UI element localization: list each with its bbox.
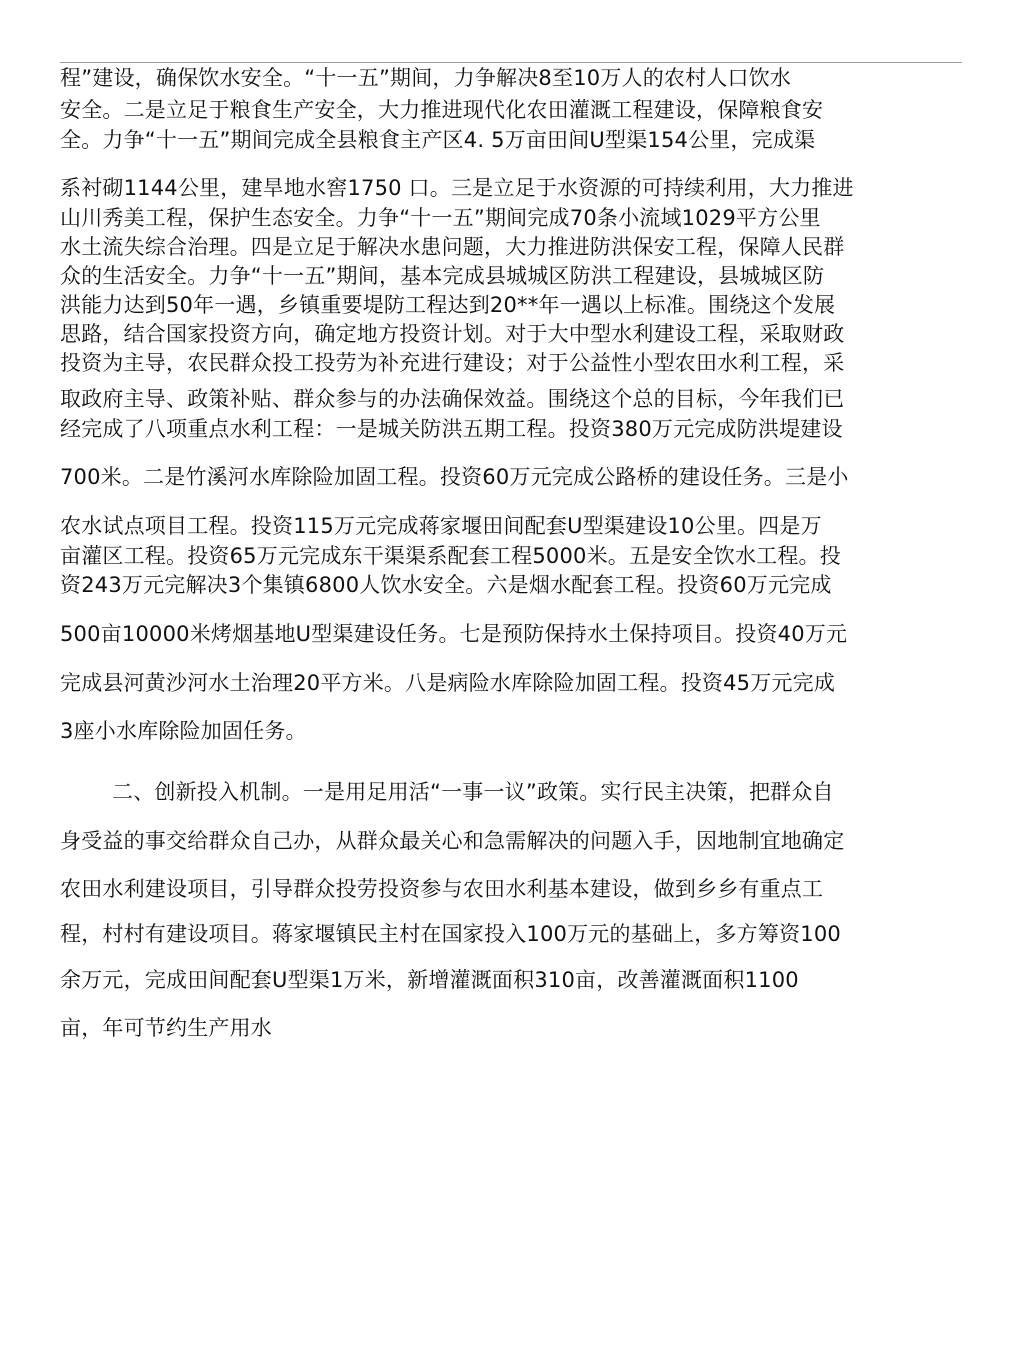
text-line: 思路，结合国家投资方向，确定地方投资计划。对于大中型水利建设工程，采取财政 <box>60 322 845 346</box>
text-line: 资243万元完解决3个集镇6800人饮水安全。六是烟水配套工程。投资60万元完成 <box>60 573 832 597</box>
text-line: 余万元，完成田间配套U型渠1万米，新增灌溉面积310亩，改善灌溉面积1100 <box>60 968 799 992</box>
text-line: 700米。二是竹溪河水库除险加固工程。投资60万元完成公路桥的建设任务。三是小 <box>60 465 849 489</box>
text-line: 二、创新投入机制。一是用足用活“一事一议”政策。实行民主决策，把群众自 <box>112 780 834 804</box>
text-line: 亩灌区工程。投资65万元完成东干渠渠系配套工程5000米。五是安全饮水工程。投 <box>60 544 841 568</box>
text-line: 投资为主导，农民群众投工投劳为补充进行建设；对于公益性小型农田水利工程，采 <box>60 351 845 375</box>
text-line: 农水试点项目工程。投资115万元完成蒋家堰田间配套U型渠建设10公里。四是万 <box>60 514 822 538</box>
text-line: 取政府主导、政策补贴、群众参与的办法确保效益。围绕这个总的目标，今年我们已 <box>60 387 845 411</box>
text-line: 3座小水库除险加固任务。 <box>60 719 307 743</box>
text-line: 众的生活安全。力争“十一五”期间，基本完成县城城区防洪工程建设，县城城区防 <box>60 264 825 288</box>
text-line: 山川秀美工程，保护生态安全。力争“十一五”期间完成70条小流域1029平方公里 <box>60 206 821 230</box>
text-line: 水土流失综合治理。四是立足于解决水患问题，大力推进防洪保安工程，保障人民群 <box>60 235 845 259</box>
text-line: 程”建设，确保饮水安全。“十一五”期间，力争解决8至10万人的农村人口饮水 <box>60 66 792 90</box>
text-line: 身受益的事交给群众自己办，从群众最关心和急需解决的问题入手，因地制宜地确定 <box>60 829 845 853</box>
text-line: 完成县河黄沙河水土治理20平方米。八是病险水库除险加固工程。投资45万元完成 <box>60 671 836 695</box>
text-line: 经完成了八项重点水利工程：一是城关防洪五期工程。投资380万元完成防洪堤建设 <box>60 417 843 441</box>
text-line: 500亩10000米烤烟基地U型渠建设任务。七是预防保持水土保持项目。投资40万元 <box>60 622 848 646</box>
text-line: 安全。二是立足于粮食生产安全，大力推进现代化农田灌溉工程建设，保障粮食安 <box>60 98 824 122</box>
text-line: 洪能力达到50年一遇，乡镇重要堤防工程达到20**年一遇以上标准。围绕这个发展 <box>60 293 836 317</box>
text-line: 程，村村有建设项目。蒋家堰镇民主村在国家投入100万元的基础上，多方筹资100 <box>60 922 841 946</box>
text-line: 亩，年可节约生产用水 <box>60 1016 272 1040</box>
text-line: 农田水利建设项目，引导群众投劳投资参与农田水利基本建设，做到乡乡有重点工 <box>60 877 824 901</box>
header-rule <box>60 62 962 63</box>
text-line: 全。力争“十一五”期间完成全县粮食主产区4. 5万亩田间U型渠154公里，完成渠 <box>60 128 816 152</box>
text-line: 系衬砌1144公里，建旱地水窖1750 口。三是立足于水资源的可持续利用，大力推进 <box>60 176 854 200</box>
